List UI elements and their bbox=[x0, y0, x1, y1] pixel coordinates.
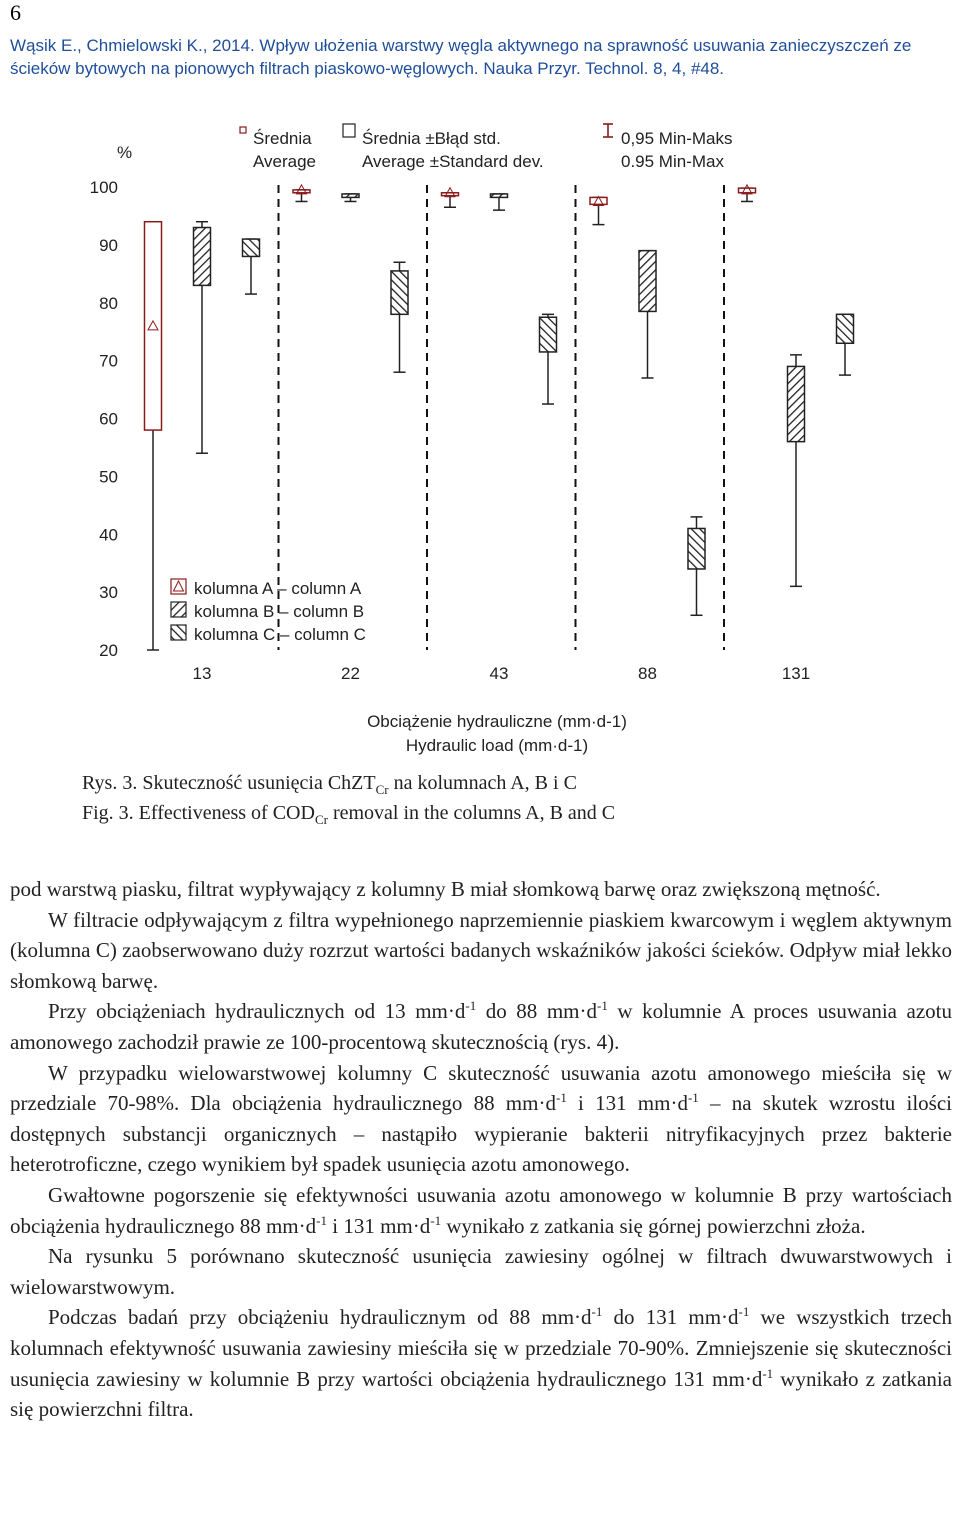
p5-sup-1: -1 bbox=[316, 1212, 327, 1228]
box-rect bbox=[442, 193, 459, 196]
y-tick-label: 20 bbox=[99, 641, 118, 660]
paragraph-1: pod warstwą piasku, filtrat wypływający z kolumny B miał słomkową barwę oraz zwiększoną mętność. bbox=[10, 877, 881, 901]
box-plot-chart bbox=[0, 110, 960, 770]
y-unit-label: % bbox=[117, 143, 133, 162]
figure-caption-pl bbox=[82, 772, 577, 798]
y-tick-label: 70 bbox=[99, 351, 118, 371]
box-rect bbox=[391, 271, 408, 314]
x-axis-label-pl: Obciążenie hydrauliczne (mm·d-1) bbox=[367, 712, 627, 731]
legend-series-c: kolumna C – column C bbox=[194, 625, 366, 644]
box-rect bbox=[194, 228, 211, 286]
box-c bbox=[391, 262, 408, 372]
legend-mean-pl: Średnia bbox=[253, 129, 312, 148]
legend-series bbox=[171, 579, 366, 644]
box-rect bbox=[293, 190, 310, 193]
legend-se-en: Average ±Standard dev. bbox=[362, 152, 544, 171]
paragraph-2: W filtracie odpływającym z filtra wypełnionego naprzemiennie piaskiem kwarcowym i węglem aktywnym (kolumna C) zaobserwowano duży rozrzut wartości badanych wskaźników jakości ścieków. Odpływ miał lekko słomkową barwę. bbox=[10, 907, 952, 993]
p3-part-b: do 88 mm·d bbox=[476, 999, 597, 1024]
caption-pl-text: Rys. 3. Skuteczność usunięcia ChZT bbox=[82, 772, 376, 794]
box-c bbox=[837, 314, 854, 375]
p5-part-b: i 131 mm·d bbox=[326, 1213, 431, 1238]
caption-en-suffix: removal in the columns A, B and C bbox=[327, 802, 616, 824]
p4-sup-1: -1 bbox=[555, 1090, 567, 1106]
body-text bbox=[10, 874, 952, 1425]
paragraph-4 bbox=[10, 1058, 952, 1180]
p7-sup-1: -1 bbox=[591, 1304, 603, 1320]
box-rect bbox=[688, 528, 705, 569]
legend-mean-swatch bbox=[240, 127, 246, 133]
box-c bbox=[243, 239, 260, 294]
x-axis-ticks bbox=[193, 664, 811, 683]
x-axis-label-en: Hydraulic load (mm·d-1) bbox=[405, 736, 589, 755]
legend-se-pl: Średnia ±Błąd std. bbox=[362, 129, 501, 148]
box-a bbox=[293, 185, 310, 202]
paragraph-7 bbox=[10, 1302, 952, 1424]
legend-series-b: kolumna B – column B bbox=[194, 602, 365, 621]
legend-series-a: kolumna A – column A bbox=[194, 579, 362, 598]
y-axis-ticks bbox=[90, 178, 118, 660]
p7-sup-2: -1 bbox=[738, 1304, 750, 1320]
x-tick-label: 22 bbox=[341, 664, 360, 683]
caption-pl-suffix: na kolumnach A, B i C bbox=[388, 772, 577, 794]
box-rect bbox=[788, 366, 805, 441]
box-rect bbox=[342, 194, 359, 197]
legend-minmax-pl: 0,95 Min-Maks bbox=[621, 129, 733, 148]
box-rect bbox=[540, 317, 557, 352]
x-tick-label: 88 bbox=[638, 664, 657, 683]
y-tick-label: 50 bbox=[99, 467, 118, 487]
box-a bbox=[145, 222, 162, 650]
p7-part-b: do 131 mm·d bbox=[602, 1305, 739, 1330]
p7-part-d: wynikało z zatkania się powierzchni filtra. bbox=[10, 1366, 952, 1422]
box-b bbox=[639, 251, 656, 378]
legend-se-swatch bbox=[343, 124, 355, 137]
y-tick-label: 60 bbox=[99, 409, 118, 429]
caption-en-sub: Cr bbox=[314, 812, 328, 827]
box-rect bbox=[837, 314, 854, 343]
box-rect bbox=[243, 239, 260, 256]
paragraph-3 bbox=[10, 996, 952, 1057]
box-rect bbox=[491, 194, 508, 197]
p3-sup-1: -1 bbox=[465, 998, 477, 1014]
box-rect bbox=[639, 251, 656, 312]
box-rect bbox=[590, 197, 607, 204]
box-a bbox=[590, 196, 607, 224]
box-rect bbox=[739, 188, 756, 193]
legend-series-c-swatch bbox=[171, 625, 186, 640]
y-tick-label: 30 bbox=[99, 583, 118, 603]
box-b bbox=[491, 194, 508, 210]
paragraph-5 bbox=[10, 1180, 952, 1241]
box-rect bbox=[145, 222, 162, 430]
citation-header[interactable]: Wąsik E., Chmielowski K., 2014. Wpływ ułożenia warstwy węgla aktywnego na sprawność usuwania zanieczyszczeń ze ścieków bytowych na pionowych filtrach piaskowo-węglowych. Nauka Przyr. Technol. 8, 4, #48. bbox=[10, 36, 912, 78]
x-tick-label: 43 bbox=[489, 664, 509, 683]
y-tick-label: 40 bbox=[99, 525, 118, 545]
y-tick-label: 90 bbox=[99, 235, 118, 255]
legend-minmax-swatch bbox=[603, 124, 613, 137]
p5-part-c: wynikało z zatkania się górnej powierzchni złoża. bbox=[441, 1213, 866, 1238]
box-c bbox=[688, 517, 705, 615]
box-b bbox=[788, 355, 805, 587]
caption-pl-sub: Cr bbox=[375, 782, 389, 797]
box-c bbox=[540, 314, 557, 404]
p4-part-b: i 131 mm·d bbox=[566, 1091, 688, 1116]
p4-part-c: – na skutek wzrostu ilości dostępnych substancji organicznych – nastąpiło wypieranie bakterii nitryfikacyjnych przez bakterie heterotroficzne, czego wynikiem był spadek usunięcia azotu amonowego. bbox=[10, 1091, 952, 1177]
p4-part-a: W przypadku wielowarstwowej kolumny C skuteczność usuwania azotu amonowego mieściła się w przedziale 70-98%. Dla obciążenia hydraulicznego 88 mm·d bbox=[10, 1060, 952, 1116]
y-tick-label: 80 bbox=[99, 293, 118, 313]
box-a bbox=[739, 185, 756, 202]
p7-part-a: Podczas badań przy obciążeniu hydraulicznym od 88 mm·d bbox=[48, 1305, 592, 1330]
p7-part-c: we wszystkich trzech kolumnach efektywność usuwania zawiesiny mieściła się w przedziale 70-90%. Zmniejszenie się skuteczności usunięcia zawiesiny w kolumnie B przy wartości obciążenia hydraulicznego 131 mm·d bbox=[10, 1305, 952, 1391]
caption-en-text: Fig. 3. Effectiveness of COD bbox=[82, 802, 315, 824]
p5-part-a: Gwałtowne pogorszenie się efektywności usuwania azotu amonowego w kolumnie B przy wartościach obciążenia hydraulicznego 88 mm·d bbox=[10, 1182, 952, 1238]
box-b bbox=[342, 194, 359, 202]
p7-sup-3: -1 bbox=[762, 1365, 774, 1381]
x-tick-label: 13 bbox=[192, 664, 212, 683]
y-tick-label: 100 bbox=[89, 178, 118, 197]
figure-caption-en bbox=[82, 802, 615, 828]
box-b bbox=[194, 222, 211, 454]
p3-part-c: w kolumnie A proces usuwania azotu amonowego zachodził prawie ze 100-procentową skutecznością (rys. 4). bbox=[10, 999, 952, 1054]
paragraph-6: Na rysunku 5 porównano skuteczność usunięcia zawiesiny ogólnej w filtrach dwuwarstwowych i wielowarstwowym. bbox=[10, 1244, 952, 1299]
p4-sup-2: -1 bbox=[687, 1090, 699, 1106]
p5-sup-2: -1 bbox=[430, 1212, 442, 1228]
legend-series-b-swatch bbox=[171, 602, 186, 617]
legend-mean-en: Average bbox=[253, 152, 317, 171]
x-tick-label: 131 bbox=[781, 664, 811, 683]
box-a bbox=[442, 188, 459, 207]
p3-part-a: Przy obciążeniach hydraulicznych od 13 mm·d bbox=[48, 999, 466, 1024]
page-number: 6 bbox=[10, 0, 21, 25]
legend-minmax-en: 0.95 Min-Max bbox=[621, 152, 724, 171]
p3-sup-2: -1 bbox=[597, 998, 608, 1014]
legend-top bbox=[240, 124, 732, 171]
